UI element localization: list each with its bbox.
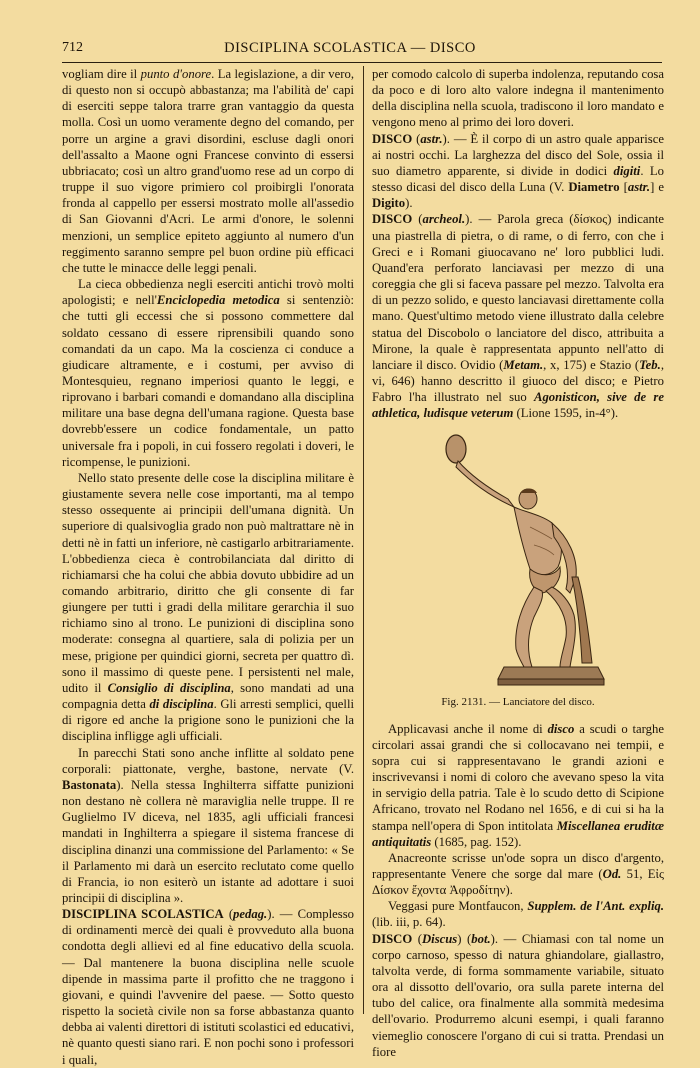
- text-run: (: [412, 131, 421, 146]
- emphasis-text: astr.: [627, 180, 651, 195]
- emphasis-text: Diametro: [568, 180, 620, 195]
- emphasis-text: Enciclopedia metodica: [156, 293, 280, 308]
- text-run: . Gli arresti semplici, quelli di rigore ed anche la prigione sono le punizioni che la disciplina infligge agli ufficiali.: [62, 697, 354, 744]
- text-run: ). — Chiamasi con tal nome un corpo carnoso, spesso di natura ghiandolare, giallastro, talvolta verde, di forma sommamente variabile, situato ora al dissotto dell'ovario, ora sulla parete interna del tubo del calice, ora finalmente alla sommità medesima dell'ovario. Produrremo alcuni esempi, i quali faranno viemeglio conoscere l'organo di cui si tratta. Prendasi un fiore: [372, 931, 665, 1059]
- emphasis-text: Discus: [422, 931, 458, 946]
- emphasis-text: pedag.: [233, 907, 268, 922]
- text-run: per comodo calcolo di superba indolenza, reputando cosa da poco e di loro alto valore indegna il mantenimento della disciplina nella scuola, tradiscono il loro mandato e vengono meno al primo dei loro doveri.: [372, 67, 664, 130]
- paragraph: [372, 898, 664, 930]
- emphasis-text: bot.: [471, 931, 491, 946]
- text-run: Applicavasi anche il nome di: [388, 721, 548, 736]
- text-run: , sono mandati ad una compagnia detta: [62, 680, 354, 712]
- paragraph: [372, 850, 664, 898]
- emphasis-text: DISCO: [372, 131, 413, 146]
- emphasis-text: astr.: [420, 131, 443, 146]
- emphasis-text: DISCO: [372, 931, 413, 946]
- text-run: (lib. iii, p. 64).: [372, 915, 446, 930]
- entry-disco-astr: [372, 131, 664, 212]
- text-run: 51, Εἰς Δίσκον ἔχοντα Ἀφροδίτην).: [372, 867, 664, 898]
- text-run: a scudi o targhe circolari assai grandi che si collocavano nei tempii, e sopra cui si rappresentavano le grandi azioni e inscrivevansi i nomi di coloro che avevano speso la vita in servigio della patria. Tale è lo scudo detto di Scipione Africano, trovato nel Rodano nel 1656, e di cui si ha la stampa nell'opera di Spon intitolata: [372, 721, 664, 833]
- text-run: Veggasi pure Montfaucon,: [388, 899, 528, 914]
- emphasis-text: Teb.: [639, 357, 661, 372]
- emphasis-text: archeol.: [422, 212, 466, 227]
- text-run: ). — Parola greca (δίσκος) indicante una piastrella di pietra, o di rame, o di ferro, con che i Greci e i Romani giuocavano ne' loro pubblici ludi. Quand'era perforato lanciavasi per mezzo di una coreggia che gli si faceva passare pel mezzo. Talvolta era di un pezzo solido, e questo lanciavasi direttamente colla mano. Quest'ultimo metodo viene illustrato dalla celebre statua del Discobolo o lanciatore del disco, attribuita a Mirone, la quale è rappresentata appunto nell'atto di lanciare il disco. Ovidio (: [372, 212, 664, 372]
- paragraph: [62, 470, 354, 745]
- paragraph: [372, 721, 664, 850]
- emphasis-text: Miscellanea eruditæ antiquitatis: [372, 818, 664, 849]
- text-run: La cieca obbedienza negli eserciti antichi trovò molti apologisti; e nell': [62, 277, 354, 308]
- emphasis-text: Supplem. de l'Ant. expliq.: [527, 899, 664, 914]
- text-run: ).: [405, 196, 413, 211]
- column-divider: [363, 66, 364, 1014]
- text-run: (1685, pag. 152).: [431, 834, 522, 849]
- text-run: Anacreonte scrisse un'ode sopra un disco d'argento, rappresentante Venere che sorge dal mare (: [372, 850, 664, 881]
- text-run: , vi, 646) hanno descritto il giuoco del disco; e Pietro Fabro l'ha illustrato nel suo: [372, 357, 664, 405]
- figure-caption: Fig. 2131. — Lanciatore del disco.: [441, 696, 595, 709]
- paragraph: [62, 276, 354, 470]
- emphasis-text: Agonisticon, sive de re athletica, ludisque veterum: [372, 390, 664, 421]
- running-title: DISCIPLINA SCOLASTICA — DISCO: [224, 40, 476, 56]
- emphasis-text: Digito: [372, 196, 406, 211]
- text-run: ) (: [457, 931, 472, 946]
- header-rule: [62, 62, 662, 63]
- text-run: (: [223, 907, 234, 922]
- paragraph: [372, 66, 664, 131]
- emphasis-text: di disciplina: [149, 697, 214, 712]
- text-run: (: [412, 931, 422, 946]
- text-run: ). — È il corpo di un astro quale apparisce ai nostri occhi. La larghezza del disco del Sole, ossia il suo diametro apparente, si divide in dodici: [372, 131, 664, 178]
- left-column: [62, 66, 354, 1068]
- emphasis-text: Metam.: [503, 357, 544, 372]
- emphasis-text: Od.: [602, 867, 622, 881]
- text-run: , x, 175) e Stazio (: [543, 357, 640, 372]
- text-run: (: [412, 212, 423, 227]
- emphasis-text: DISCIPLINA SCOLASTICA: [62, 907, 224, 922]
- entry-disco-bot: [372, 931, 664, 1060]
- page-number: 712: [62, 40, 83, 55]
- entry-disciplina-scolastica: [62, 906, 354, 1068]
- text-run: vogliam dire il: [62, 67, 141, 81]
- text-run: si sentenziò: che tutti gli eccessi che si possono commettere dal soldato cessano di essere riprensibili quando sono comandati da un capo. Ma la coscienza ci conduce a giudicare altramente, e i costumi, per avviso di Montesquieu, regnano imperiosi quanto le leggi, e riprovano i barbari comandi e domandano alla disciplina militare una base degna dell'umana ragione. Questa base dovrebb'essere un codice fondamentale, un patto universale fra i popoli, in cui fossero regolati i doveri, le ricompense, le punizioni.: [62, 293, 355, 469]
- discobolus-illustration: [442, 427, 612, 689]
- text-run: ] e: [650, 180, 664, 195]
- text-run: ). Nella stessa Inghilterra siffatte punizioni non destano nè collera nè maraviglia nelle truppe. Il re Guglielmo IV diceva, nel 1835, agli ufficiali francesi mandati in Inghilterra a spiegare il sistema francese di disciplina dinanzi una commissione del Parlamento: « Se il Parlamento mi darà un esercito reclutato come quello di Francia, io non esiterò un istante ad adottare i suoi principii di disciplina ».: [62, 777, 354, 905]
- discobolus-figure: [372, 427, 664, 692]
- emphasis-text: disco: [547, 721, 575, 736]
- text-run: [: [619, 180, 628, 195]
- emphasis-text: Consiglio di disciplina: [107, 680, 231, 695]
- emphasis-text: punto d'onore: [140, 67, 212, 81]
- emphasis-text: DISCO: [372, 212, 413, 227]
- right-column: [372, 66, 664, 1060]
- text-run: (Lione 1595, in-4°).: [513, 406, 619, 421]
- paragraph: [62, 745, 354, 907]
- text-run: ). — Complesso di ordinamenti mercè dei quali è provveduto alla buona condotta degli allievi ed al fine educativo della scuola. — Dal mantenere la buona disciplina nelle scuole dipende in massima parte il profitto che ne traggono i giovani, e quindi l'avvenire del paese. — Sotto questo rispetto la società civile non sa forse abbastanza quanto debba ai valenti direttori di istituti scolastici ed educativi, nè quanto questi siano rari. E non pochi sono i professori i quali,: [62, 907, 354, 1067]
- paragraph: [62, 66, 354, 276]
- text-run: . Lo stesso dicasi del disco della Luna (V.: [372, 163, 664, 195]
- text-run: . La legislazione, a dir vero, di questo non si occupò abbastanza; ma l'abilità de' capi di eserciti seppe talora trarre gran vantaggio da questa molla. Così un uomo veramente degno del comando, per porre un argine a gravi disordini, escluse dagli onori dell'assalto a Maone ogni Francese convinto di essersi ubbriacato; così un altro grand'uomo rese ad un corpo di truppe il suo vigore primiero col proibirgli l'onorata fronda al cappello per essersi mostrato molle all'assedio di San Giovanni d'Acri. Le armi d'onore, le solenni menzioni, un semplice epiteto aggiunto al numero d'un reggimento saranno sempre pel buon ordine più efficaci che tutte le minacce delle leggi penali.: [62, 67, 355, 275]
- emphasis-text: Bastonata: [62, 777, 117, 792]
- text-run: Nello stato presente delle cose la disciplina militare è giustamente severa nelle cose importanti, ma al tempo stesso ossequente ai principii dell'umana dignità. Un superiore di qualsivoglia grado non può maltrattare nè in detti nè in fatti un inferiore, nè castigarlo arbitrariamente. L'obbedienza cieca è controbilanciata dal diritto di richiamarsi che ha colui che abbia dovuto ubbidire ad un comando arbitrario, diritto che gli consente di far giungere per tutti i gradi della militare gerarchia il suo richiamo sino al trono. Le punizioni di disciplina sono moderate: consegna al quartiere, sala di polizia per un mese, prigione per quindici giorni, secreta per quattro dì. sono il massimo di queste pene. I persistenti nel male, udito il: [62, 470, 354, 695]
- text-run: In parecchi Stati sono anche inflitte al soldato pene corporali: piattonate, verghe, bastone, nervate (V.: [62, 745, 354, 776]
- emphasis-text: digiti: [613, 163, 641, 178]
- entry-disco-archeol: [372, 211, 664, 421]
